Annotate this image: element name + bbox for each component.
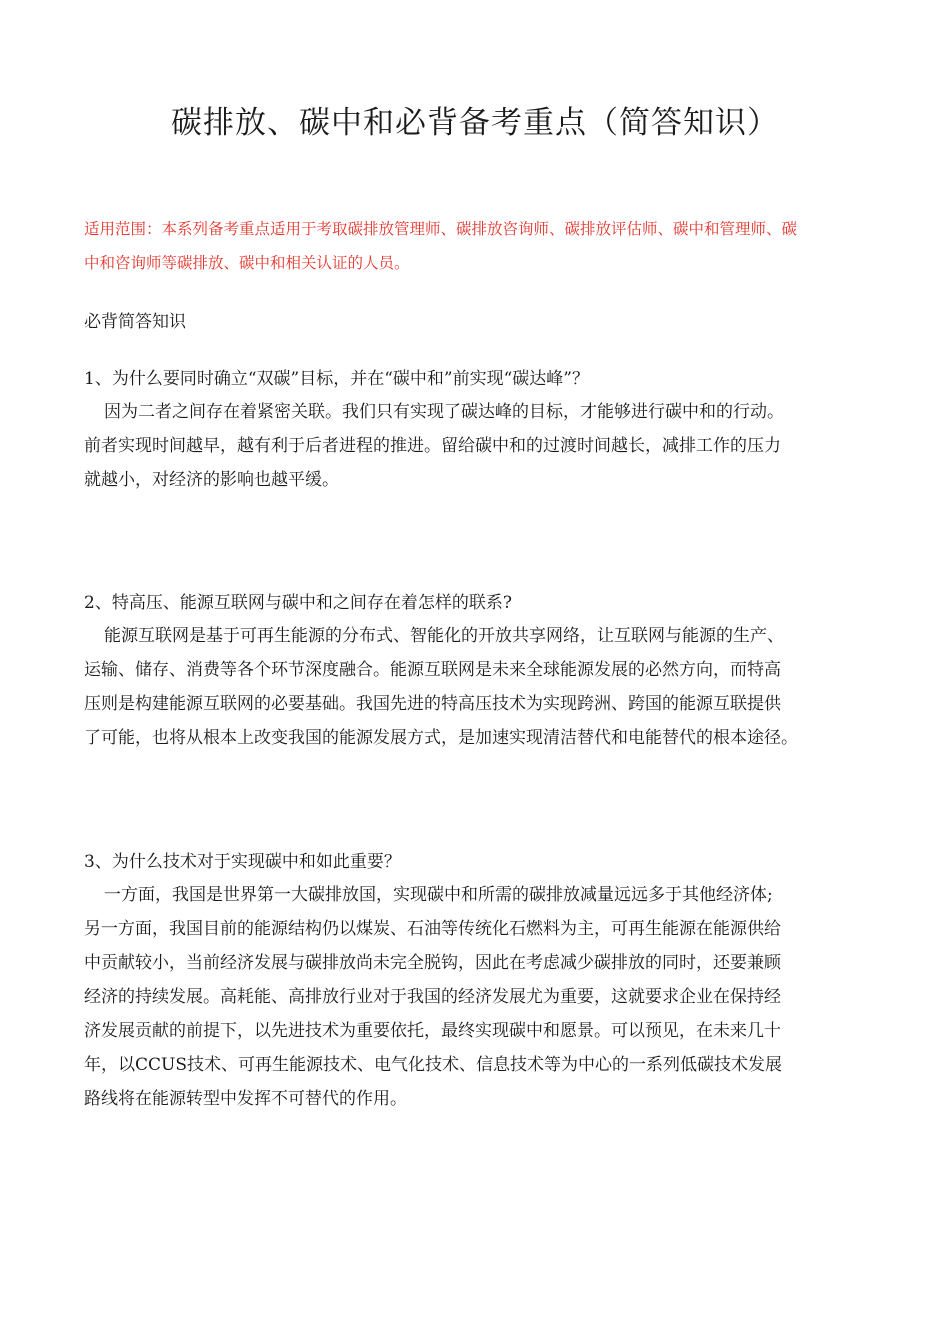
answer-3-line-1: 一方面，我国是世界第一大碳排放国，实现碳中和所需的碳排放减量远远多于其他经济体;	[104, 885, 773, 905]
answer-3	[84, 878, 874, 1116]
answer-1-line-3: 就越小，对经济的影响也越平缓。	[84, 470, 339, 490]
question-3: 3、为什么技术对于实现碳中和如此重要？	[84, 852, 401, 872]
section-heading: 必背简答知识	[84, 312, 186, 332]
scope-line-2: 中和咨询师等碳排放、碳中和相关认证的人员。	[84, 254, 410, 272]
qa-item-2	[84, 587, 874, 755]
answer-3-line-4: 经济的持续发展。高耗能、高排放行业对于我国的经济发展尤为重要，这就要求企业在保持经	[84, 987, 781, 1007]
answer-3-line-3: 中贡献较小，当前经济发展与碳排放尚未完全脱钩，因此在考虑减少碳排放的同时，还要兼顾	[84, 953, 781, 973]
document-title: 碳排放、碳中和必背备考重点（简答知识）	[171, 105, 779, 141]
scope-line-1: 适用范围：本系列备考重点适用于考取碳排放管理师、碳排放咨询师、碳排放评估师、碳中和管理师、碳	[84, 220, 798, 238]
qa-item-3	[84, 846, 874, 1116]
answer-2-line-1: 能源互联网是基于可再生能源的分布式、智能化的开放共享网络，让互联网与能源的生产、	[104, 626, 784, 646]
answer-3-line-6: 年，以CCUS技术、可再生能源技术、电气化技术、信息技术等为中心的一系列低碳技术发展	[84, 1055, 782, 1075]
answer-2-line-4: 了可能，也将从根本上改变我国的能源发展方式，是加速实现清洁替代和电能替代的根本途径。	[84, 728, 798, 748]
answer-1-line-1: 因为二者之间存在着紧密关联。我们只有实现了碳达峰的目标，才能够进行碳中和的行动。	[104, 402, 784, 422]
answer-3-line-5: 济发展贡献的前提下，以先进技术为重要依托，最终实现碳中和愿景。可以预见，在未来几十	[84, 1021, 781, 1041]
answer-1-line-2: 前者实现时间越早，越有利于后者进程的推进。留给碳中和的过渡时间越长，减排工作的压力	[84, 436, 781, 456]
question-2: 2、特高压、能源互联网与碳中和之间存在着怎样的联系?	[84, 593, 512, 613]
answer-1	[84, 395, 874, 497]
answer-2-line-2: 运输、储存、消费等各个环节深度融合。能源互联网是未来全球能源发展的必然方向，而特高	[84, 660, 781, 680]
answer-3-line-7: 路线将在能源转型中发挥不可替代的作用。	[84, 1089, 407, 1109]
scope-notice	[84, 212, 874, 280]
answer-2-line-3: 压则是构建能源互联网的必要基础。我国先进的特高压技术为实现跨洲、跨国的能源互联提供	[84, 694, 781, 714]
answer-2	[84, 619, 874, 755]
question-1: 1、为什么要同时确立“双碳”目标，并在“碳中和”前实现“碳达峰”？	[84, 369, 589, 389]
qa-item-1	[84, 363, 874, 497]
answer-3-line-2: 另一方面，我国目前的能源结构仍以煤炭、石油等传统化石燃料为主，可再生能源在能源供给	[84, 919, 781, 939]
